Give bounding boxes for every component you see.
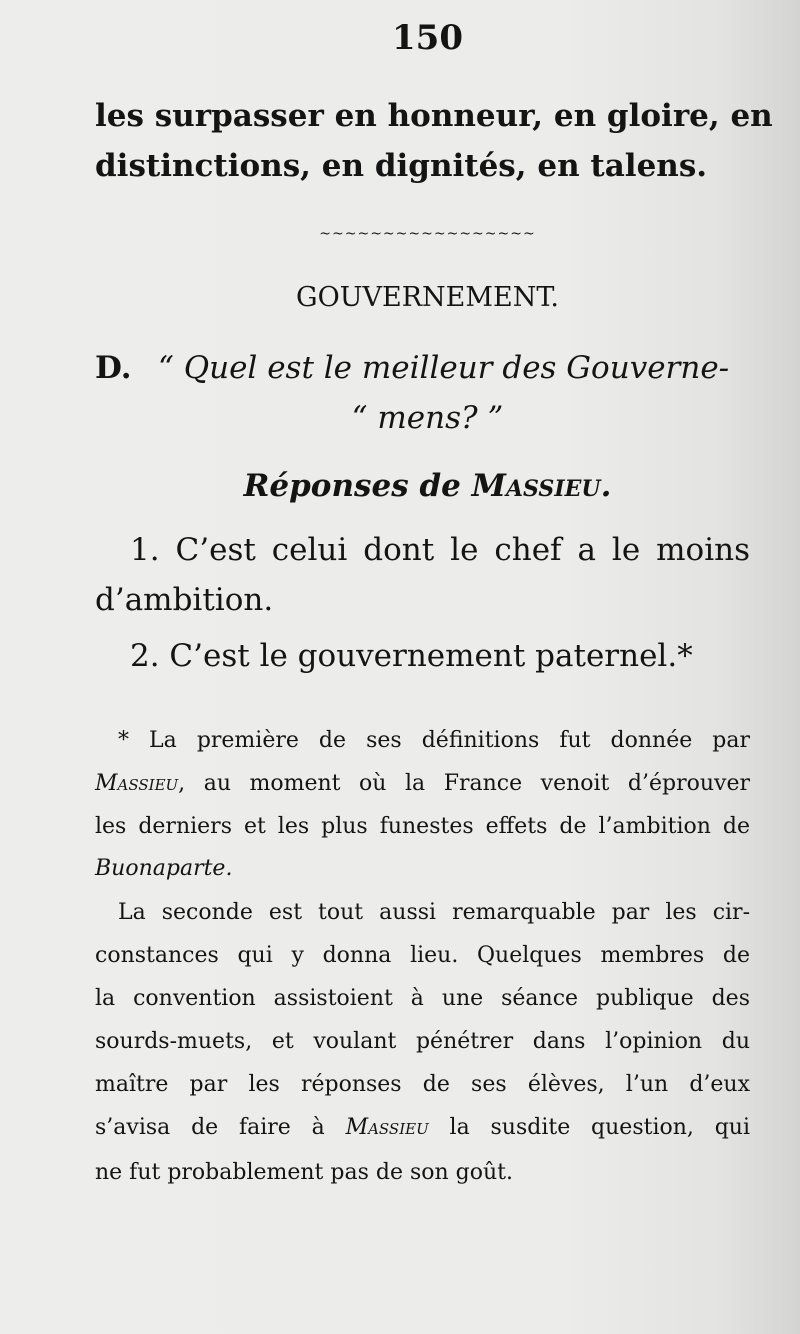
footnote-p2-line-5: maître par les réponses de ses élèves, l’un d’eux xyxy=(95,1072,750,1097)
footnote-line-1: * La première de ses définitions fut donnée par xyxy=(118,728,750,753)
footnote-p2-line-3: la convention assistoient à une séance publique des xyxy=(95,986,750,1011)
page-number: 150 xyxy=(392,18,463,58)
answer-1-line-1: 1. C’est celui dont le chef a le moins xyxy=(130,532,750,568)
question-line-1: “ Quel est le meilleur des Gouverne- xyxy=(158,350,730,386)
section-divider-ornament: ~~~~~~~~~~~~~~~~~ xyxy=(319,226,536,242)
footnote-line-4: Buonaparte. xyxy=(95,856,233,881)
footnote-p2-line-2: constances qui y donna lieu. Quelques membres de xyxy=(95,943,750,968)
answer-1-line-2: d’ambition. xyxy=(95,582,274,618)
footnote-p2-line-7: ne fut probablement pas de son goût. xyxy=(95,1160,513,1185)
footnote-line-3: les derniers et les plus funestes effets de l’ambition de xyxy=(95,814,750,839)
question-line-2: “ mens? ” xyxy=(351,400,504,436)
answer-2: 2. C’est le gouvernement paternel.* xyxy=(130,638,693,674)
responses-suffix: . xyxy=(600,468,612,504)
footnote-name: Massieu xyxy=(95,771,179,796)
footnote-p2-line-6 xyxy=(95,1115,750,1140)
responses-prefix: Réponses de xyxy=(243,468,472,504)
section-heading: GOUVERNEMENT. xyxy=(296,282,559,313)
responses-heading xyxy=(0,468,800,504)
footnote-p2-line-4: sourds-muets, et voulant pénétrer dans l’opinion du xyxy=(95,1029,750,1054)
continuation-line-2: distinctions, en dignités, en talens. xyxy=(95,148,708,184)
footnote-line-2 xyxy=(95,771,750,796)
responses-name: Massieu xyxy=(471,468,601,504)
question-label: D. xyxy=(95,350,132,386)
footnote-p2-line-6-b: la susdite question, qui xyxy=(428,1115,750,1140)
footnote-p2-name: Massieu xyxy=(345,1115,429,1140)
footnote-p2-line-1: La seconde est tout aussi remarquable par les cir- xyxy=(118,900,750,925)
continuation-line-1: les surpasser en honneur, en gloire, en xyxy=(95,98,773,134)
footnote-line-2-rest: , au moment où la France venoit d’éprouver xyxy=(178,771,750,796)
footnote-p2-line-6-a: s’avisa de faire à xyxy=(95,1115,346,1140)
